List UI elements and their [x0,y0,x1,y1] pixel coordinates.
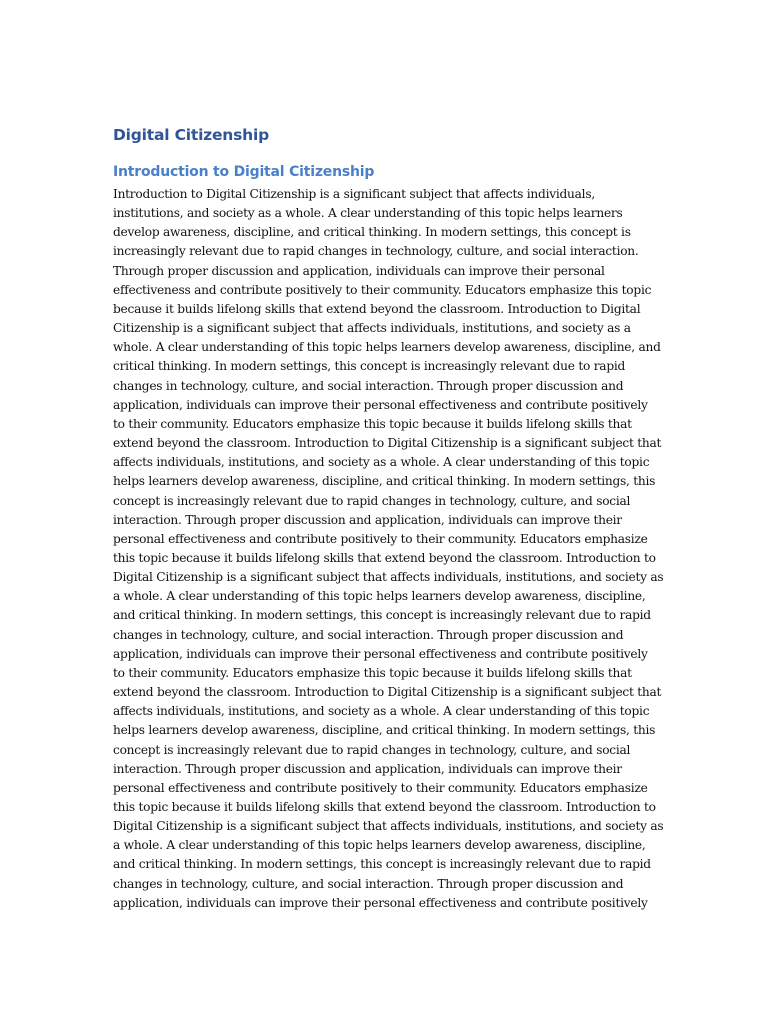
paragraph-line: concept is increasingly relevant due to rapid changes in technology, culture, and social [113,493,631,508]
paragraph-line: this topic because it builds lifelong skills that extend beyond the classroom. Introduction to [113,550,656,565]
paragraph-line: affects individuals, institutions, and society as a whole. A clear understanding of this topic [113,455,650,470]
paragraph-line: increasingly relevant due to rapid changes in technology, culture, and social interaction. [113,244,639,259]
paragraph-line: institutions, and society as a whole. A clear understanding of this topic helps learners [113,206,623,221]
paragraph-line: because it builds lifelong skills that extend beyond the classroom. Introduction to Digital [113,301,641,316]
paragraph-line: Digital Citizenship is a significant subject that affects individuals, institutions, and society as [113,819,664,834]
paragraph-line: application, individuals can improve their personal effectiveness and contribute positively [113,895,648,910]
paragraph-line: Digital Citizenship is a significant subject that affects individuals, institutions, and society as [113,570,664,585]
paragraph-line: helps learners develop awareness, discipline, and critical thinking. In modern settings, this [113,474,656,489]
paragraph-line: changes in technology, culture, and social interaction. Through proper discussion and [113,876,624,891]
paragraph-line: extend beyond the classroom. Introduction to Digital Citizenship is a significant subject that [113,436,662,451]
paragraph-line: personal effectiveness and contribute positively to their community. Educators emphasize [113,531,648,546]
paragraph-line: personal effectiveness and contribute positively to their community. Educators emphasize [113,780,648,795]
paragraph-line: to their community. Educators emphasize this topic because it builds lifelong skills that [113,665,632,680]
paragraph-line: develop awareness, discipline, and critical thinking. In modern settings, this concept is [113,225,631,240]
paragraph-line: extend beyond the classroom. Introduction to Digital Citizenship is a significant subject that [113,685,662,700]
body-paragraph [113,185,664,913]
paragraph-line: affects individuals, institutions, and society as a whole. A clear understanding of this topic [113,704,650,719]
paragraph-line: a whole. A clear understanding of this topic helps learners develop awareness, discipline, [113,838,646,853]
paragraph-line: changes in technology, culture, and social interaction. Through proper discussion and [113,627,624,642]
document-title: Digital Citizenship [113,126,270,144]
paragraph-line: changes in technology, culture, and social interaction. Through proper discussion and [113,378,624,393]
paragraph-line: interaction. Through proper discussion and application, individuals can improve their [113,761,622,776]
paragraph-line: Through proper discussion and application, individuals can improve their personal [113,263,605,278]
paragraph-line: and critical thinking. In modern settings, this concept is increasingly relevant due to rapid [113,608,651,623]
paragraph-line: application, individuals can improve their personal effectiveness and contribute positively [113,646,648,661]
paragraph-line: Citizenship is a significant subject that affects individuals, institutions, and society as a [113,321,631,336]
paragraph-line: to their community. Educators emphasize this topic because it builds lifelong skills that [113,416,632,431]
paragraph-line: concept is increasingly relevant due to rapid changes in technology, culture, and social [113,742,631,757]
paragraph-line: interaction. Through proper discussion and application, individuals can improve their [113,512,622,527]
paragraph-line: this topic because it builds lifelong skills that extend beyond the classroom. Introduction to [113,800,656,814]
section-heading: Introduction to Digital Citizenship [113,164,375,180]
paragraph-line: helps learners develop awareness, discipline, and critical thinking. In modern settings, this [113,723,656,738]
document-content [113,124,664,913]
paragraph-line: critical thinking. In modern settings, this concept is increasingly relevant due to rapid [113,359,626,374]
paragraph-line: application, individuals can improve their personal effectiveness and contribute positively [113,397,648,412]
paragraph-line: a whole. A clear understanding of this topic helps learners develop awareness, discipline, [113,589,646,604]
paragraph-line: whole. A clear understanding of this topic helps learners develop awareness, discipline, and [113,340,661,355]
paragraph-line: effectiveness and contribute positively to their community. Educators emphasize this topic [113,282,652,297]
paragraph-line: and critical thinking. In modern settings, this concept is increasingly relevant due to rapid [113,857,651,872]
paragraph-line: Introduction to Digital Citizenship is a significant subject that affects individuals, [113,187,595,201]
